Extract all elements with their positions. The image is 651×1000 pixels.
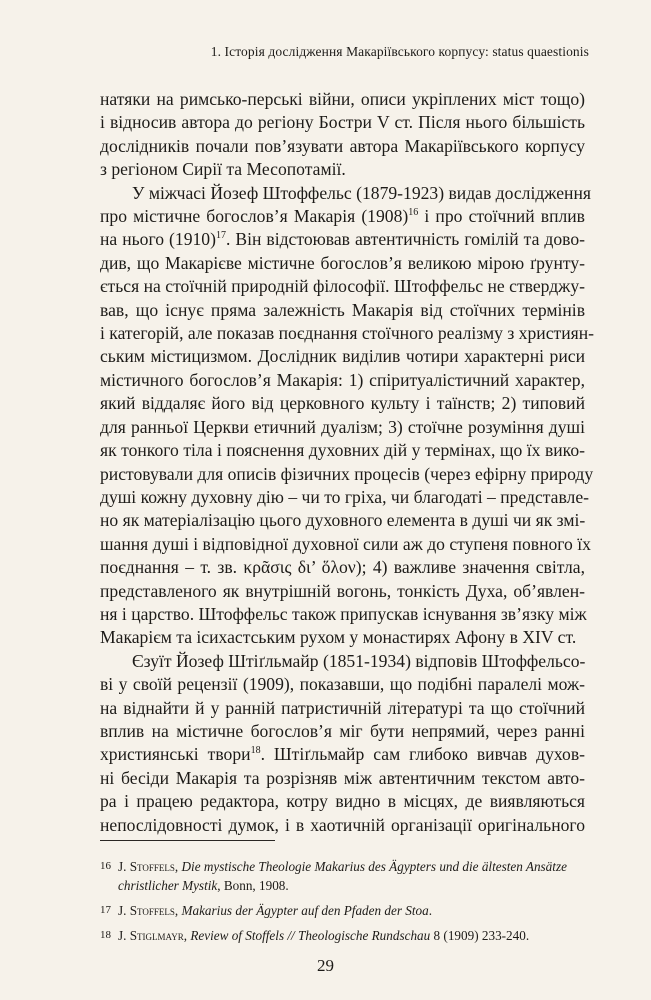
footnote-number: 16 — [100, 860, 111, 872]
text-line: з регіоном Сирії та Месопотамії. — [100, 159, 346, 180]
footnote: 18 J. Stiglmayr, Review of Stoffels // Theologische Rundschau 8 (1909) 233-240. — [100, 928, 530, 943]
text-line: на нього $(1910)^{17}$. Він відстоював автентичність гомілій та дово- — [100, 229, 585, 250]
paragraph — [100, 650, 585, 837]
text-line: ня і царство. Штоффельс також припускав існування зв’язку між — [100, 603, 587, 624]
body-text — [100, 88, 594, 837]
text-line: У міжчасі Йозеф Штоффельс (1879-1923) видав дослідження — [132, 182, 591, 203]
text-line: на віднайти й у ранній патристичній літературі та що стоїчний — [100, 697, 585, 718]
footnote-author: J. Stoffels — [118, 903, 175, 918]
text-line: поєднання – т. зв. κρᾶσις δι’ ὅλον); 4) важливе значення світла, — [100, 557, 585, 578]
page-number: 29 — [317, 956, 334, 975]
paragraph — [100, 88, 585, 182]
text-line: Єзуїт Йозеф Штіґльмайр (1851-1934) відповів Штоффельсо- — [132, 650, 586, 671]
footnote-ref[interactable]: 17 — [215, 230, 226, 242]
footnotes — [100, 857, 590, 945]
text-line: душі кожну духовну дію – чи то гріха, чи благодаті – представле- — [100, 486, 590, 507]
text-line: дослідників почали пов’язувати автора Макаріївського корпусу — [100, 135, 585, 156]
running-head: 1. Історія дослідження Макаріївського корпусу: status quaestionis — [210, 44, 589, 59]
footnote-ref[interactable]: 16 — [408, 207, 419, 219]
footnote-details: 8 (1909) 233-240. — [430, 928, 530, 943]
footnote-title: Die mystische Theologie Makarius des Ägypters und die ältesten Ansätze christlicher Mystik — [118, 859, 567, 893]
text-line: ським містицизмом. Дослідник виділив чотири характерні риси — [100, 346, 585, 367]
text-line: християнські твори$^{18}$. Штіґльмайр сам глибоко вивчав духов- — [100, 744, 586, 765]
text-line: ві у своїй рецензії (1909), показавши, що подібні паралелі мож- — [100, 674, 585, 695]
footnote-title: Makarius der Ägypter auf den Pfaden der Stoa — [181, 903, 429, 918]
footnote-details: . — [428, 903, 433, 918]
footnote-details: , Bonn, 1908. — [217, 878, 289, 893]
text-line: містичного богослов’я Макарія: 1) спіритуалістичний характер, — [100, 369, 585, 390]
text-line: вплив на містичне богослов’я міг бути непрямий, через ранні — [100, 720, 585, 741]
text-line: про містичне богослов’я Макарія $(1908)^{16}$ і про стоїчний вплив — [100, 206, 585, 227]
text-line: який віддаляє його від церковного культу і таїнств; 2) типовий — [100, 393, 585, 414]
text-line: непослідовності думок, і в хаотичній організації оригінального — [100, 814, 585, 835]
text-line: натяки на римсько-перські війни, описи укріплених міст тощо) — [100, 89, 585, 109]
text-line: і категорій, але показав поєднання стоїчного реалізму з християн- — [100, 323, 594, 344]
footnote-title: Review of Stoffels // Theologische Rundschau — [190, 928, 431, 943]
text-line: ється на стоїчній природній філософії. Штоффельс не стверджу- — [100, 276, 585, 297]
footnote-number: 18 — [100, 929, 111, 941]
footnote-number: 17 — [100, 904, 111, 916]
text-line: но як матеріалізацію цього духовного елемента в душі чи як змі- — [100, 510, 586, 531]
footnote-ref[interactable]: 18 — [250, 745, 261, 757]
footnote: 16 J. Stoffels, Die mystische Theologie Makarius des Ägypters und die ältesten Ansätze christlicher Mystik, Bonn, 1908. — [100, 859, 567, 893]
text-line: ні бесіди Макарія та розрізняв між автентичним текстом авто- — [100, 767, 585, 788]
text-line: для ранньої Церкви етичний дуалізм; 3) стоїчне розуміння душі — [100, 416, 585, 437]
text-line: вав, що існує пряма залежність Макарія від стоїчних термінів — [100, 299, 585, 320]
text-line: представленого як внутрішній вогонь, тонкість Духа, об’явлен- — [100, 580, 585, 601]
text-line: і відносив автора до регіону Бостри V ст. Після нього більшість — [100, 112, 585, 133]
paragraph — [100, 182, 594, 650]
footnote-rule — [100, 840, 275, 841]
text-line: шання душі і відповідної духовної сили аж до ступеня повного їх — [100, 533, 591, 554]
footnote: 17 J. Stoffels, Makarius der Ägypter auf den Pfaden der Stoa. — [100, 903, 433, 918]
footnote-author: J. Stiglmayr — [118, 928, 184, 943]
text-line: ристовували для описів фізичних процесів (через ефірну природу — [100, 463, 594, 484]
text-line: див, що Макарієве містичне богослов’я великою мірою ґрунту- — [100, 252, 585, 273]
text-line: як тонкого тіла і пояснення духовних дій у термінах, що їх вико- — [100, 440, 585, 461]
text-line: Макарієм та ісихастським рухом у монастирях Афону в XIV ст. — [100, 627, 577, 648]
text-line: ра і працею редактора, котру видно в місцях, де виявляються — [100, 791, 585, 812]
footnote-author: J. Stoffels — [118, 859, 175, 874]
